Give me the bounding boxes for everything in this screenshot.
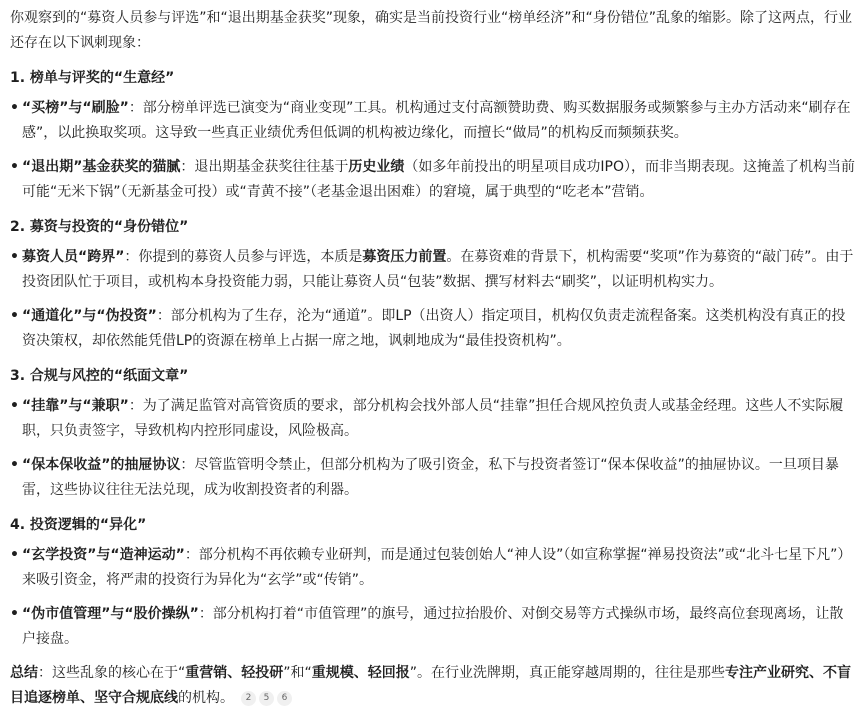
section-heading: 3. 合规与风控的“纸面文章”	[10, 368, 189, 384]
text-run: ：为了满足监管对高管资质的要求，部分机构会找外部人员“挂靠”担任合规风控负责人或基金经理。这些人不实际履职，只负责签字，导致机构内控形同虚设，风险极高。	[22, 398, 844, 439]
bold-text: 募资人员“跨界”	[22, 249, 125, 265]
text-run: ：部分机构为了生存，沦为“通道”。即LP（出资人）指定项目，机构仅负责走流程备案。这类机构没有真正的投资决策权，却依然能凭借LP的资源在榜单上占据一席之地，讽刺地成为“最佳投资机构”。	[22, 308, 846, 349]
text-run: ”。在行业洗牌期，真正能穿越周期的，往往是那些	[409, 665, 726, 681]
list-item-text	[22, 457, 839, 498]
text-run: ”和“	[283, 665, 312, 681]
text-run: ：部分榜单评选已演变为“商业变现”工具。机构通过支付高额赞助费、购买数据服务或频繁参与主办方活动来“刷存在感”，以此换取奖项。这导致一些真正业绩优秀但低调的机构被边缘化，而擅长“做局”的机构反而频频获奖。	[22, 100, 851, 141]
text-run: ：这些乱象的核心在于“	[38, 665, 186, 681]
citation-badge[interactable]: 2	[241, 691, 256, 706]
bold-text: 重规模、轻回报	[311, 665, 410, 681]
bold-text: “买榜”与“刷脸”	[22, 100, 129, 116]
bullet-icon: •	[10, 159, 19, 175]
bold-text: 历史业绩	[348, 159, 405, 175]
list-item	[10, 453, 855, 503]
citation-badge[interactable]: 5	[259, 691, 274, 706]
list-item-text	[22, 398, 843, 439]
bullet-icon: •	[10, 100, 19, 116]
list-item-text	[22, 547, 851, 588]
bullet-icon: •	[10, 398, 19, 414]
bullet-icon: •	[10, 308, 19, 324]
list-item	[10, 543, 855, 593]
list-item-text	[22, 606, 843, 647]
list-item-text	[22, 159, 855, 200]
section-heading: 4. 投资逻辑的“异化”	[10, 517, 147, 533]
bold-text: 总结	[10, 665, 38, 681]
bold-text: “退出期”基金获奖的猫腻	[22, 159, 181, 175]
list-item-text	[22, 249, 853, 290]
list-item	[10, 394, 855, 444]
bullet-icon: •	[10, 457, 19, 473]
citation-badge[interactable]: 6	[277, 691, 292, 706]
bold-text: 专注产业研究、不盲目追逐榜单、坚守合规底线	[10, 665, 852, 706]
bold-text: “挂靠”与“兼职”	[22, 398, 129, 414]
sections-container	[10, 66, 855, 652]
text-run: 的机构。	[178, 690, 234, 706]
text-run: 。在募资难的背景下，机构需要“奖项”作为募资的“敲门砖”。由于投资团队忙于项目，或机构本身投资能力弱，只能让募资人员“包装”数据、撰写材料去“刷奖”，以证明机构实力。	[22, 249, 854, 290]
section-heading: 1. 榜单与评奖的“生意经”	[10, 70, 175, 86]
list-item	[10, 304, 855, 354]
text-run: ：尽管监管明令禁止，但部分机构为了吸引资金，私下与投资者签订“保本保收益”的抽屉协议。一旦项目暴雷，这些协议往往无法兑现，成为收割投资者的利器。	[22, 457, 839, 498]
bold-text: “通道化”与“伪投资”	[22, 308, 157, 324]
bold-text: “保本保收益”的抽屉协议	[22, 457, 181, 473]
section-heading: 2. 募资与投资的“身份错位”	[10, 219, 189, 235]
bullet-icon: •	[10, 249, 19, 265]
text-run: ：部分机构打着“市值管理”的旗号，通过拉抬股价、对倒交易等方式操纵市场，最终高位套现离场，让散户接盘。	[22, 606, 844, 647]
list-item	[10, 245, 855, 295]
text-run: ：退出期基金获奖往往基于	[180, 159, 349, 175]
list-item	[10, 96, 855, 146]
list-item	[10, 155, 855, 205]
text-run: ：部分机构不再依赖专业研判，而是通过包装创始人“神人设”（如宣称掌握“禅易投资法”或“北斗七星下凡”）来吸引资金，将严肃的投资行为异化为“玄学”或“传销”。	[22, 547, 852, 588]
text-run: ：你提到的募资人员参与评选，本质是	[124, 249, 363, 265]
bold-text: 募资压力前置	[362, 249, 447, 265]
intro-paragraph: 你观察到的“募资人员参与评选”和“退出期基金获奖”现象，确实是当前投资行业“榜单经济”和“身份错位”乱象的缩影。除了这两点，行业还存在以下讽刺现象：	[10, 10, 853, 51]
list-item-text	[22, 100, 851, 141]
bold-text: 重营销、轻投研	[185, 665, 284, 681]
bold-text: “伪市值管理”与“股价操纵”	[22, 606, 199, 622]
list-item-text	[22, 308, 846, 349]
bullet-icon: •	[10, 606, 19, 622]
list-item	[10, 602, 855, 652]
summary-paragraph	[10, 661, 855, 711]
citations	[238, 690, 292, 706]
bold-text: “玄学投资”与“造神运动”	[22, 547, 185, 563]
text-run: （如多年前投出的明星项目成功IPO），而非当期表现。这掩盖了机构当前可能“无米下锅”（无新基金可投）或“青黄不接”（老基金退出困难）的窘境，属于典型的“吃老本”营销。	[22, 159, 855, 200]
bullet-icon: •	[10, 547, 19, 563]
